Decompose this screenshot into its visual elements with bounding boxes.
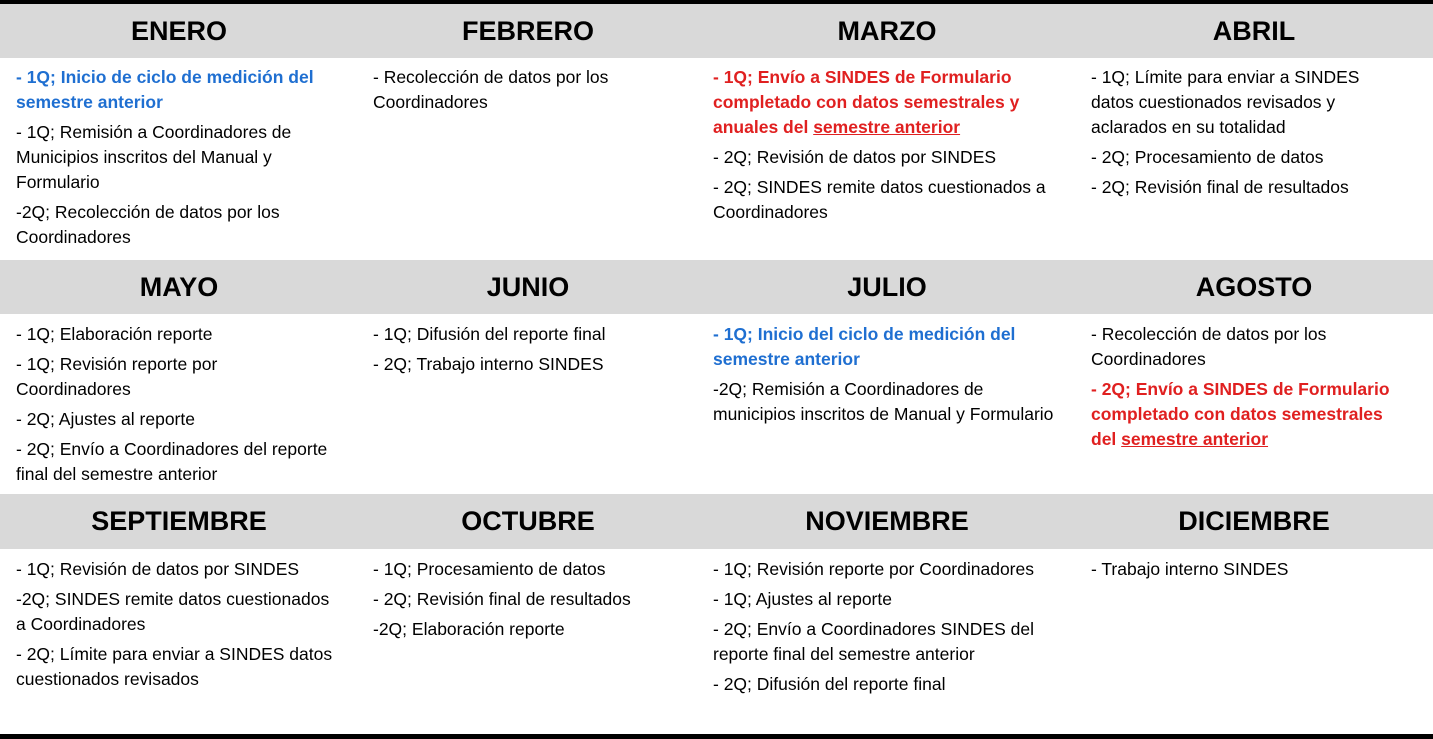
activity-text: - 2Q; Límite para enviar a SINDES datos cuestionados revisados: [16, 644, 333, 689]
activity-item: [16, 587, 336, 637]
activity-text: - 1Q; Elaboración reporte: [16, 324, 213, 344]
activity-item: [713, 672, 1058, 697]
activity-text: - 2Q; Ajustes al reporte: [16, 409, 195, 429]
activity-text: -2Q; Recolección de datos por los Coordinadores: [16, 202, 280, 247]
activity-item: [713, 377, 1058, 427]
month-cell-julio: [713, 322, 1058, 432]
activity-item: [16, 322, 336, 347]
activity-item: [16, 437, 336, 487]
activity-text: - Recolección de datos por los Coordinadores: [1091, 324, 1327, 369]
activity-item: [16, 120, 336, 195]
activity-text: - 2Q; Trabajo interno SINDES: [373, 354, 604, 374]
activity-item: [16, 352, 336, 402]
month-title-agosto: AGOSTO: [1195, 272, 1313, 302]
month-title-noviembre: NOVIEMBRE: [805, 506, 969, 536]
month-title-mayo: MAYO: [139, 272, 219, 302]
activity-item: [373, 65, 673, 115]
activity-item: [1091, 145, 1406, 170]
activity-text: - 1Q; Revisión reporte por Coordinadores: [713, 559, 1034, 579]
activity-text: - 2Q; Envío a Coordinadores del reporte final del semestre anterior: [16, 439, 328, 484]
activity-item: [713, 557, 1058, 582]
activity-item: [713, 65, 1058, 140]
activity-text: - 1Q; Procesamiento de datos: [373, 559, 606, 579]
month-cell-diciembre: [1091, 557, 1406, 587]
activity-item: [713, 145, 1058, 170]
activity-text: - 2Q; Envío a SINDES de Formulario completado con datos semestrales del: [1091, 379, 1390, 449]
activity-text: - 1Q; Inicio de ciclo de medición del semestre anterior: [16, 67, 314, 112]
month-cell-mayo: [16, 322, 336, 492]
activity-item: [373, 587, 673, 612]
activity-underlined-text: semestre anterior: [1121, 429, 1269, 449]
activity-item: [373, 557, 673, 582]
activity-text: - 2Q; Envío a Coordinadores SINDES del reporte final del semestre anterior: [713, 619, 1034, 664]
activity-item: [1091, 322, 1406, 372]
month-title-abril: ABRIL: [1212, 16, 1296, 46]
month-cell-enero: [16, 65, 336, 255]
activity-text: - 1Q; Envío a SINDES de Formulario completado con datos semestrales y anuales del: [713, 67, 1020, 137]
activity-item: [713, 322, 1058, 372]
activity-item: [16, 65, 336, 115]
activity-text: - 1Q; Revisión de datos por SINDES: [16, 559, 300, 579]
month-cell-agosto: [1091, 322, 1406, 457]
activity-text: - 2Q; Revisión final de resultados: [373, 589, 631, 609]
month-title-julio: JULIO: [847, 272, 927, 302]
activity-text: - 2Q; SINDES remite datos cuestionados a Coordinadores: [713, 177, 1046, 222]
activity-item: [373, 322, 673, 347]
activity-item: [713, 587, 1058, 612]
month-cell-noviembre: [713, 557, 1058, 702]
month-cell-junio: [373, 322, 673, 382]
activity-item: [16, 200, 336, 250]
activity-text: - 2Q; Difusión del reporte final: [713, 674, 946, 694]
activity-item: [373, 352, 673, 377]
activity-text: - 2Q; Revisión final de resultados: [1091, 177, 1349, 197]
month-cell-septiembre: [16, 557, 336, 697]
activity-text: - 2Q; Procesamiento de datos: [1091, 147, 1324, 167]
activity-item: [1091, 175, 1406, 200]
month-title-septiembre: SEPTIEMBRE: [91, 506, 267, 536]
activity-item: [1091, 557, 1406, 582]
activity-text: - 1Q; Revisión reporte por Coordinadores: [16, 354, 218, 399]
activity-item: [16, 557, 336, 582]
month-title-marzo: MARZO: [837, 16, 937, 46]
month-title-enero: ENERO: [130, 16, 228, 46]
activity-text: -2Q; Elaboración reporte: [373, 619, 565, 639]
month-title-febrero: FEBRERO: [461, 16, 594, 46]
activity-item: [1091, 377, 1406, 452]
activity-text: - 1Q; Ajustes al reporte: [713, 589, 892, 609]
month-cell-abril: [1091, 65, 1406, 205]
activity-item: [16, 407, 336, 432]
activity-item: [16, 642, 336, 692]
activity-text: - 1Q; Remisión a Coordinadores de Municipios inscritos del Manual y Formulario: [16, 122, 292, 192]
activity-text: - 1Q; Límite para enviar a SINDES datos cuestionados revisados y aclarados en su totalidad: [1091, 67, 1360, 137]
bottom-border: [0, 734, 1433, 739]
month-cell-marzo: [713, 65, 1058, 230]
month-title-junio: JUNIO: [486, 272, 570, 302]
activity-text: - 2Q; Revisión de datos por SINDES: [713, 147, 997, 167]
activity-text: - 1Q; Difusión del reporte final: [373, 324, 606, 344]
month-title-octubre: OCTUBRE: [461, 506, 595, 536]
activity-text: -2Q; Remisión a Coordinadores de municipios inscritos de Manual y Formulario: [713, 379, 1054, 424]
activity-item: [713, 617, 1058, 667]
activity-item: [1091, 65, 1406, 140]
activity-item: [713, 175, 1058, 225]
month-title-diciembre: DICIEMBRE: [1178, 506, 1330, 536]
activity-text: - Trabajo interno SINDES: [1091, 559, 1289, 579]
activity-text: - Recolección de datos por los Coordinadores: [373, 67, 609, 112]
month-cell-febrero: [373, 65, 673, 120]
activity-underlined-text: semestre anterior: [813, 117, 961, 137]
activity-text: -2Q; SINDES remite datos cuestionados a Coordinadores: [16, 589, 330, 634]
activity-item: [373, 617, 673, 642]
activity-text: - 1Q; Inicio del ciclo de medición del semestre anterior: [713, 324, 1016, 369]
month-cell-octubre: [373, 557, 673, 647]
